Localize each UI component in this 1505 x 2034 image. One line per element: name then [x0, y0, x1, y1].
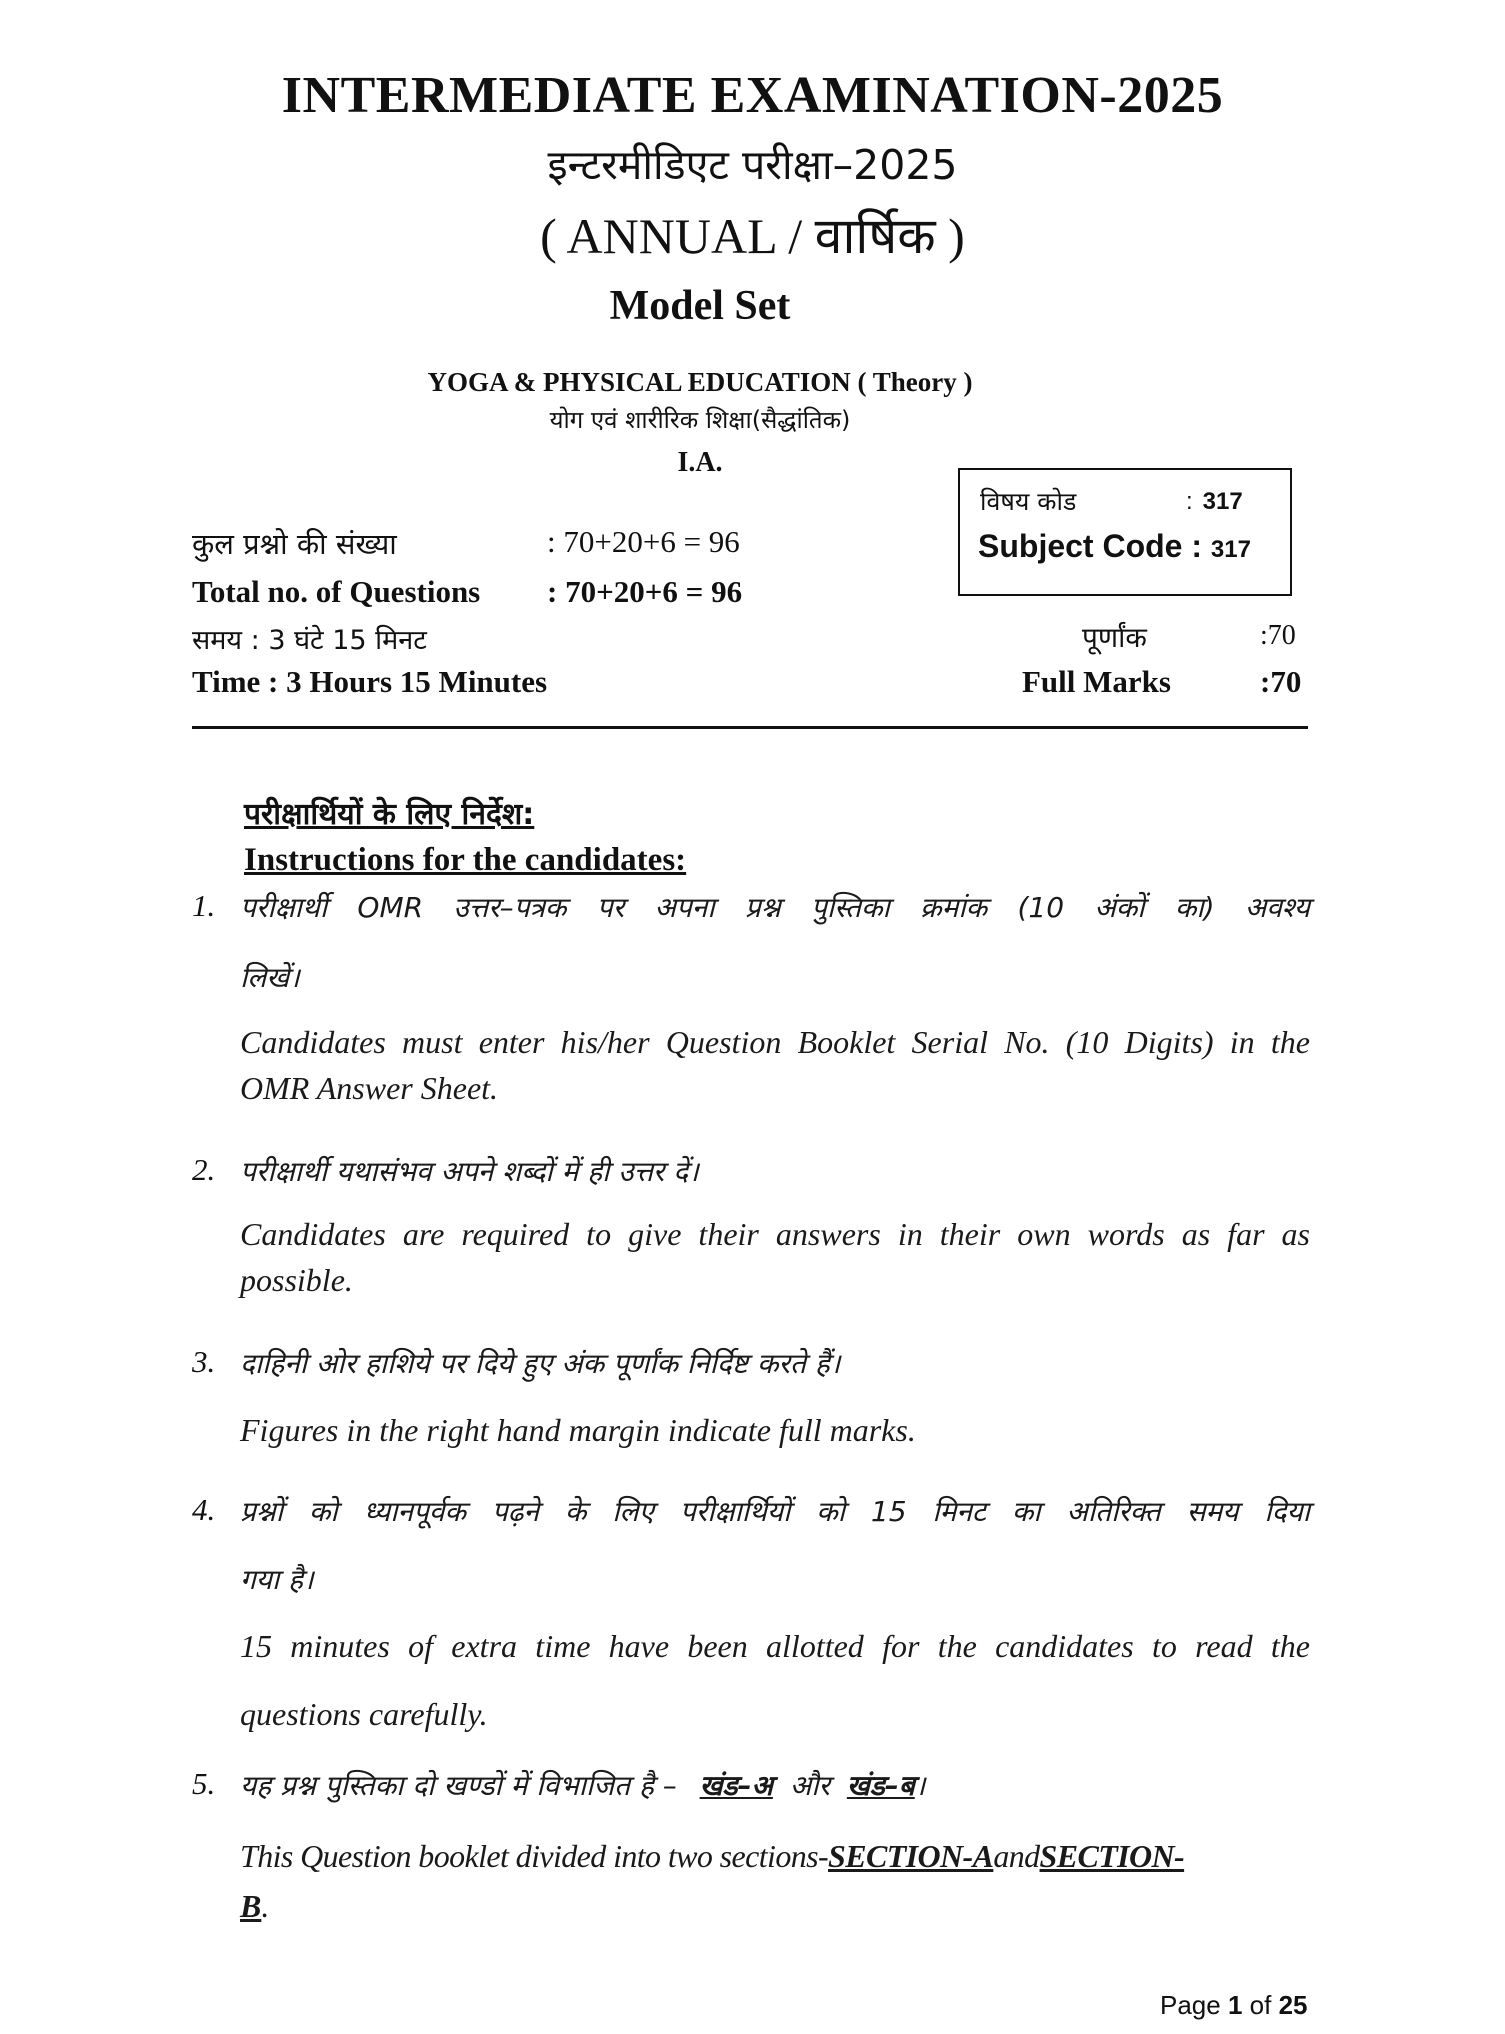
instructions-heading-en: Instructions for the candidates:: [244, 842, 687, 878]
instruction-number: 1.: [192, 888, 216, 923]
instruction-number: 5.: [192, 1766, 216, 1801]
instruction-5-hi-text: यह प्रश्न पुस्तिका दो खण्डों में विभाजित है –: [240, 1769, 677, 1802]
instruction-1-en-line1: Candidates must enter his/her Question Booklet Serial No. (10 Digits) in the: [240, 1024, 1310, 1060]
section-b-hi: खंड–ब: [846, 1769, 915, 1802]
instruction-number: 3.: [192, 1344, 216, 1379]
section-a-hi: खंड–अ: [699, 1769, 773, 1802]
full-stop-hi: ।: [914, 1769, 926, 1802]
exam-type: ( ANNUAL / वार्षिक ): [540, 208, 965, 264]
section-b-en-part1: SECTION-: [1039, 1838, 1185, 1874]
questions-count-label-en: Total no. of Questions: [192, 574, 481, 609]
class-label: I.A.: [677, 447, 723, 478]
model-set-heading: Model Set: [609, 283, 791, 329]
questions-count-value-hi: : 70+20+6 = 96: [547, 524, 740, 559]
and-en: and: [993, 1838, 1040, 1874]
instruction-4-en-line1: 15 minutes of extra time have been allotted for the candidates to read the: [240, 1628, 1310, 1664]
page-indicator: Page 1 of 25: [1160, 1990, 1308, 2020]
questions-count-value-en: : 70+20+6 = 96: [547, 574, 743, 609]
full-marks-label-en: Full Marks: [1022, 664, 1171, 699]
instruction-5-en-text: This Question booklet divided into two sections-: [240, 1838, 829, 1874]
subject-name-en: YOGA & PHYSICAL EDUCATION ( Theory ): [427, 367, 973, 397]
instruction-1-en-line2: OMR Answer Sheet.: [240, 1070, 499, 1106]
instructions-heading-hi: परीक्षार्थियों के लिए निर्देश:: [244, 797, 535, 832]
section-b-en-part2: B: [240, 1888, 262, 1924]
instruction-1-hi-line2: लिखें।: [240, 961, 300, 994]
full-marks-value-hi: :70: [1260, 620, 1296, 651]
instruction-3-hi-line1: दाहिनी ओर हाशिये पर दिये हुए अंक पूर्णांक निर्दिष्ट करते हैं।: [240, 1347, 841, 1380]
and-hi: और: [789, 1769, 830, 1802]
instruction-5-hi-line1: [240, 1766, 1310, 1804]
subject-name-hi: योग एवं शारीरिक शिक्षा(सैद्धांतिक): [549, 406, 851, 434]
instruction-2-hi-line1: परीक्षार्थी यथासंभव अपने शब्दों में ही उत्तर दें।: [240, 1155, 699, 1188]
divider: [192, 726, 1308, 729]
exam-title-hi: इन्टरमीडिएट परीक्षा–2025: [547, 141, 958, 189]
section-a-en: SECTION-A: [828, 1838, 994, 1874]
instruction-4-hi-line2: गया है।: [240, 1563, 314, 1596]
subject-code-value-hi: : 317: [1186, 488, 1243, 515]
instruction-3-en-line1: Figures in the right hand margin indicate full marks.: [240, 1412, 916, 1448]
instruction-5-en-line1: [240, 1838, 1310, 1875]
subject-code-box: [958, 468, 1292, 596]
full-marks-value-en: :70: [1260, 664, 1302, 699]
instruction-2-en-line2: possible.: [240, 1262, 353, 1298]
instruction-1-hi-line1: परीक्षार्थी OMR उत्तर–पत्रक पर अपना प्रश्न पुस्तिका क्रमांक (10 अंकों का) अवश्य: [240, 891, 1310, 924]
full-marks-label-hi: पूर्णांक: [1082, 621, 1147, 654]
instruction-4-en-line2: questions carefully.: [240, 1696, 488, 1732]
questions-count-label-hi: कुल प्रश्नो की संख्या: [192, 527, 397, 561]
subject-code-en: Subject Code : 317: [978, 528, 1251, 564]
instruction-2-en-line1: Candidates are required to give their answers in their own words as far as: [240, 1216, 1310, 1252]
instruction-number: 2.: [192, 1152, 216, 1187]
instruction-4-hi-line1: प्रश्नों को ध्यानपूर्वक पढ़ने के लिए परीक्षार्थियों को 15 मिनट का अतिरिक्त समय दिया: [240, 1495, 1310, 1528]
subject-code-label-hi: विषय कोड: [980, 487, 1077, 516]
full-stop-en: .: [261, 1888, 270, 1924]
instruction-number: 4.: [192, 1492, 216, 1527]
instruction-5-en-line2: [240, 1888, 1310, 1925]
time-en: Time : 3 Hours 15 Minutes: [192, 664, 548, 699]
time-hi: समय : 3 घंटे 15 मिनट: [192, 625, 427, 656]
exam-title-en: INTERMEDIATE EXAMINATION-2025: [281, 67, 1224, 124]
